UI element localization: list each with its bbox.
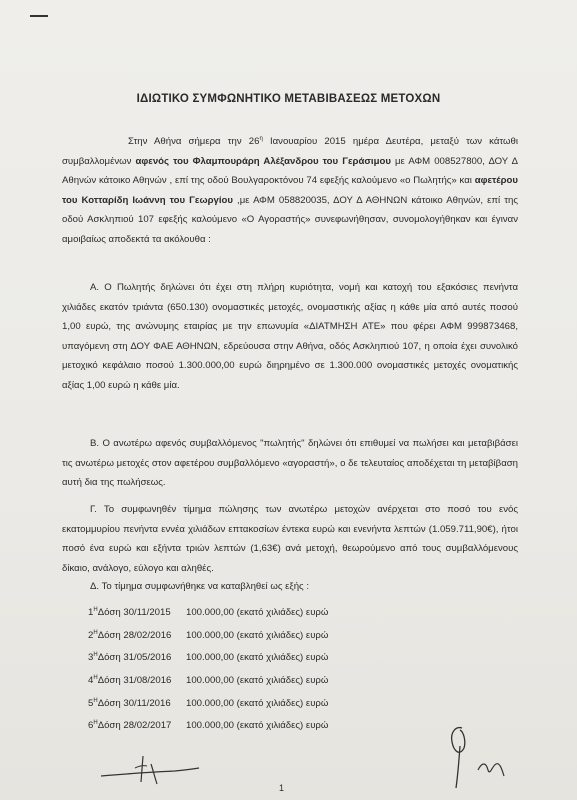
paragraph-b: Β. Ο ανωτέρω αφενός συμβαλλόμενος "πωλητής" δηλώνει ότι επιθυμεί να πωλήσει και μεταβιβάσει τις ανωτέρω μετοχές στον αφετέρου συμβαλλόμενο «αγοραστή», ο δε τελευταίος αποδέχεται τη μεταβίβαση αυτή δια της πωλήσεως. xyxy=(62,438,518,488)
seller-name: αφενός του Φλαμπουράρη Αλέξανδρου του Γεράσιμου xyxy=(135,155,391,167)
document-title: ΙΔΙΩΤΙΚΟ ΣΥΜΦΩΝΗΤΙΚΟ ΜΕΤΑΒΙΒΑΣΕΩΣ ΜΕΤΟΧΩΝ xyxy=(136,93,441,105)
installment-row: $3^H\Delta ό\sigma\eta$ 31/05/2016 100.000,00 (εκατό χιλιάδες) ευρώ xyxy=(88,652,329,664)
installment-row: $1^H\Delta ό\sigma\eta$ 30/11/2015 100.000,00 (εκατό χιλιάδες) ευρώ xyxy=(88,607,329,618)
installment-row: $5^H\Delta ό\sigma\eta$ 30/11/2016 100.000,00 (εκατό χιλιάδες) ευρώ xyxy=(88,697,329,709)
buyer-signature-icon xyxy=(432,722,532,792)
margin-mark xyxy=(30,15,48,17)
installment-row: $4^H\Delta ό\sigma\eta$ 31/08/2016 100.000,00 (εκατό χιλιάδες) ευρώ xyxy=(88,675,329,687)
seller-signature-icon xyxy=(95,738,205,788)
installment-schedule xyxy=(88,599,328,735)
page-number: 1 xyxy=(279,783,285,793)
paragraph-c: Γ. Το συμφωνηθέν τίμημα πώλησης των ανωτέρω μετοχών ανέρχεται στο ποσό του ενός εκατομμυρίου πενήντα εννέα χιλιάδων επτακοσίων έντεκα ευρώ και ενενήντα λεπτών (1.059.711,90€), ήτοι ποσό ένα ευρώ και εξήντα τριών λεπτών (1,63€) ανά μετοχή, θεωρούμενο από τους συμβαλλόμενους δίκαιο, ανάλογο, εύλογο και αληθές. xyxy=(62,504,518,574)
buyer-name: αφετέρου του Κοτταρίδη Ιωάννη του Γεωργίου xyxy=(62,175,518,206)
paragraph-d: Δ. Το τίμημα συμφωνήθηκε να καταβληθεί ως εξής : xyxy=(90,581,309,592)
installment-row: $2^H\Delta ό\sigma\eta$ 28/02/2016 100.000,00 (εκατό χιλιάδες) ευρώ xyxy=(88,629,329,641)
paragraph-a: Α. Ο Πωλητής δηλώνει ότι έχει στη πλήρη κυριότητα, νομή και κατοχή του εξακόσιες πενήντα χιλιάδες εκατόν τριάντα (650.130) ονομαστικές μετοχές, ονομαστικής αξίας η κάθε μία από αυτές ποσού 1,00 ευρώ, της ανώνυμης εταιρίας με την επωνυμία «ΔΙΑΤΜΗΣΗ ΑΤΕ» που φέρει ΑΦΜ 999873468, υπαγόμενη στη ΔΟΥ ΦΑΕ ΑΘΗΝΩΝ, εδρεύουσα στην Αθήνα, οδός Ασκληπιού 107, η οποία έχει συνολικό μετοχικό κεφάλαιο ποσού 1.300.000,00 ευρώ διηρημένο σε 1.300.000 ονομαστικές μετοχές ονοματικής αξίας 1,00 ευρώ η κάθε μία. xyxy=(62,282,518,391)
installment-row: $6^H\Delta ό\sigma\eta$ 28/02/2017 100.000,00 (εκατό χιλιάδες) ευρώ xyxy=(88,720,329,732)
intro-paragraph: Στην Αθήνα σήμερα την $26^\eta$ Ιανουαρίου 2015 ημέρα Δευτέρα, μεταξύ των κάτωθι συμβαλλομένων αφενός του Φλαμπουράρη Αλέξανδρου του Γεράσιμου με ΑΦΜ 008527800, ΔΟΥ Δ Αθηνών κάτοικο Αθηνών , επί της οδού Βουλγαροκτόνου 74 εφεξής καλούμενο «ο Πωλητής» και αφετέρου του Κοτταρίδη Ιωάννη του Γεωργίου ,με ΑΦΜ 058820035, ΔΟΥ Δ ΑΘΗΝΩΝ κάτοικο Αθηνών, επί της οδού Ασκληπιού 107 εφεξής καλούμενο «Ο Αγοραστής» συνεφωνήθησαν, συνομολογήθηκαν και έγιναν αμοιβαίως αποδεκτά τα ακόλουθα : xyxy=(62,136,518,245)
